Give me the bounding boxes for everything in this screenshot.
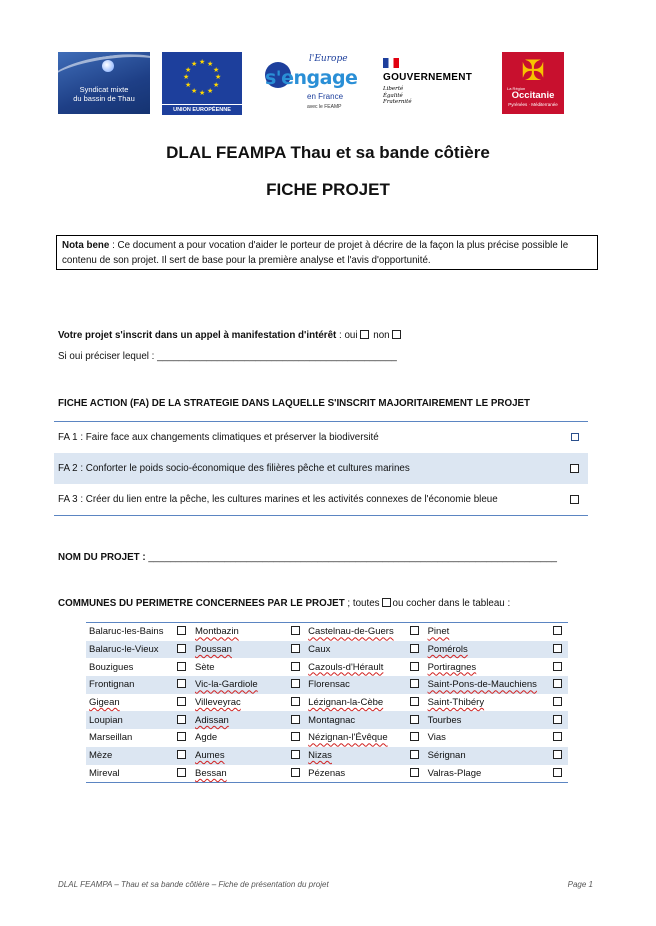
commune-checkbox-cell <box>177 676 192 694</box>
commune-name <box>305 641 410 659</box>
eu-label: UNION EUROPÉENNE <box>162 104 242 115</box>
commune-label: Balaruc-les-Bains <box>89 626 164 638</box>
commune-checkbox-cell <box>291 729 306 747</box>
commune-label: Villeveyrac <box>195 697 241 709</box>
commune-label: Vias <box>427 732 446 744</box>
table-row <box>86 729 568 747</box>
fa-row-1 <box>54 422 588 453</box>
commune-checkbox-cell <box>553 658 568 676</box>
commune-name <box>425 765 554 783</box>
commune-label: Sérignan <box>427 750 466 762</box>
commune-checkbox[interactable] <box>553 732 562 741</box>
commune-label: Pomérols <box>427 644 468 656</box>
commune-label: Montbazin <box>195 626 239 638</box>
commune-label: Valras-Plage <box>427 767 482 779</box>
commune-checkbox[interactable] <box>177 662 186 671</box>
eu-flag-icon: ★ ★ ★ ★ ★ ★ ★ ★ ★ ★ ★ ★ <box>162 52 242 104</box>
communes-table <box>86 622 568 783</box>
commune-checkbox[interactable] <box>553 697 562 706</box>
fa-checkbox-2[interactable] <box>570 464 579 473</box>
occ-label: Occitanie <box>511 90 555 101</box>
commune-checkbox[interactable] <box>410 715 419 724</box>
commune-name <box>192 694 291 712</box>
commune-checkbox-cell <box>177 711 192 729</box>
commune-checkbox-cell <box>291 694 306 712</box>
commune-checkbox-cell <box>177 623 192 641</box>
commune-label: Balaruc-le-Vieux <box>89 644 159 656</box>
commune-name <box>305 747 410 765</box>
commune-label: Saint-Pons-de-Mauchiens <box>427 679 537 691</box>
commune-checkbox[interactable] <box>553 750 562 759</box>
commune-name <box>425 694 554 712</box>
commune-name <box>425 747 554 765</box>
table-row <box>86 694 568 712</box>
commune-label: Bouzigues <box>89 661 134 673</box>
commune-checkbox-cell <box>410 623 425 641</box>
commune-name <box>425 641 554 659</box>
ami-question-label: Votre projet s'inscrit dans un appel à manifestation d'intérêt <box>58 330 337 341</box>
fa-checkbox-3[interactable] <box>570 495 579 504</box>
table-row <box>86 676 568 694</box>
commune-name <box>192 729 291 747</box>
table-row <box>86 658 568 676</box>
commune-label: Sète <box>195 661 215 673</box>
commune-checkbox[interactable] <box>291 662 300 671</box>
commune-checkbox[interactable] <box>177 697 186 706</box>
commune-checkbox-cell <box>177 641 192 659</box>
commune-checkbox-cell <box>177 658 192 676</box>
commune-checkbox[interactable] <box>410 644 419 653</box>
commune-label: Pézenas <box>308 767 346 779</box>
page-number: Page 1 <box>567 880 593 889</box>
commune-label: Portiragnes <box>427 661 477 673</box>
commune-label: Montagnac <box>308 714 356 726</box>
commune-name <box>305 729 410 747</box>
commune-label: Bessan <box>195 767 227 779</box>
commune-checkbox[interactable] <box>553 662 562 671</box>
commune-checkbox-cell <box>553 641 568 659</box>
commune-name <box>86 658 177 676</box>
commune-checkbox-cell <box>291 765 306 783</box>
commune-name <box>305 711 410 729</box>
commune-checkbox[interactable] <box>553 679 562 688</box>
logo-strip <box>0 52 656 116</box>
gouv-motto-3: Fraternité <box>383 99 412 105</box>
eu-logo <box>162 52 242 114</box>
commune-checkbox[interactable] <box>177 679 186 688</box>
fa-label-2: FA 2 : Conforter le poids socio-économique des filières pêche et cultures marines <box>58 463 410 474</box>
nota-bene-text: : Ce document a pour vocation d'aider le porteur de projet à décrire de la façon la plus précise possible le contenu de son projet. Il sert de base pour la première analyse et l'avis d'opportunité. <box>62 240 569 266</box>
table-row <box>86 623 568 641</box>
commune-checkbox[interactable] <box>291 715 300 724</box>
table-row <box>86 747 568 765</box>
fa-heading: FICHE ACTION (FA) DE LA STRATEGIE DANS LAQUELLE S'INSCRIT MAJORITAIREMENT LE PROJET <box>58 398 531 409</box>
commune-name <box>425 711 554 729</box>
smbt-line1: Syndicat mixte <box>79 85 129 94</box>
commune-name <box>86 747 177 765</box>
commune-label: Poussan <box>195 644 232 656</box>
engage-line4: avec le FEAMP <box>307 104 342 110</box>
commune-label: Saint-Thibéry <box>427 697 485 709</box>
commune-name <box>86 711 177 729</box>
fa-table <box>54 421 588 516</box>
commune-checkbox-cell <box>553 747 568 765</box>
commune-name <box>192 765 291 783</box>
table-row <box>86 765 568 783</box>
commune-checkbox[interactable] <box>553 644 562 653</box>
commune-checkbox-cell <box>291 711 306 729</box>
commune-name <box>425 729 554 747</box>
ami-non-label: non <box>370 330 390 341</box>
commune-name <box>86 729 177 747</box>
commune-checkbox-cell <box>291 676 306 694</box>
fa-checkbox-1[interactable] <box>571 433 579 441</box>
gouvernement-logo <box>381 52 477 114</box>
commune-checkbox[interactable] <box>177 768 186 777</box>
commune-checkbox-cell <box>177 765 192 783</box>
commune-checkbox-cell <box>553 711 568 729</box>
commune-checkbox[interactable] <box>410 697 419 706</box>
commune-name <box>305 676 410 694</box>
commune-checkbox-cell <box>410 658 425 676</box>
commune-checkbox[interactable] <box>291 732 300 741</box>
commune-name <box>192 658 291 676</box>
communes-toutes-checkbox[interactable] <box>382 598 391 607</box>
commune-checkbox-cell <box>177 729 192 747</box>
commune-checkbox-cell <box>553 765 568 783</box>
commune-checkbox[interactable] <box>553 715 562 724</box>
commune-checkbox-cell <box>410 711 425 729</box>
ami-question <box>58 329 403 342</box>
table-row <box>86 711 568 729</box>
fa-label-1: FA 1 : Faire face aux changements climatiques et préserver la biodiversité <box>58 432 379 443</box>
commune-label: Adissan <box>195 714 229 726</box>
project-name-field[interactable] <box>58 552 557 563</box>
commune-label: Loupian <box>89 714 123 726</box>
marianne-flag-icon <box>383 58 399 68</box>
commune-name <box>425 676 554 694</box>
commune-checkbox-cell <box>553 623 568 641</box>
nota-bene-label: Nota bene <box>62 240 110 251</box>
ami-oui-checkbox[interactable] <box>360 330 369 339</box>
fa-row-3 <box>54 484 588 515</box>
engage-line2: s'engage <box>265 67 358 89</box>
engage-line1: l'Europe <box>309 54 348 64</box>
commune-checkbox[interactable] <box>177 715 186 724</box>
commune-checkbox[interactable] <box>553 768 562 777</box>
occitan-cross-icon: ✠ <box>521 55 545 86</box>
commune-checkbox-cell <box>553 676 568 694</box>
communes-toutes-label: ; toutes <box>344 598 380 609</box>
commune-checkbox[interactable] <box>410 750 419 759</box>
commune-checkbox[interactable] <box>291 697 300 706</box>
commune-name <box>305 623 410 641</box>
commune-checkbox-cell <box>410 641 425 659</box>
communes-heading <box>58 598 510 609</box>
commune-name <box>192 676 291 694</box>
commune-checkbox-cell <box>410 765 425 783</box>
ami-non-checkbox[interactable] <box>392 330 401 339</box>
commune-checkbox-cell <box>291 641 306 659</box>
commune-label: Lézignan-la-Cèbe <box>308 697 384 709</box>
commune-checkbox-cell <box>553 729 568 747</box>
commune-label: Florensac <box>308 679 350 691</box>
project-name-label: NOM DU PROJET : <box>58 552 146 563</box>
commune-label: Nizas <box>308 750 332 762</box>
commune-checkbox-cell <box>177 694 192 712</box>
commune-name <box>192 711 291 729</box>
commune-label: Aumes <box>195 750 225 762</box>
europe-engage-logo <box>263 52 358 114</box>
commune-name <box>86 765 177 783</box>
commune-name <box>305 765 410 783</box>
commune-name <box>86 641 177 659</box>
commune-checkbox-cell <box>177 747 192 765</box>
commune-checkbox[interactable] <box>410 679 419 688</box>
commune-label: Castelnau-de-Guers <box>308 626 394 638</box>
ami-precision-field[interactable]: Si oui préciser lequel : ____________________________________________ <box>58 351 397 362</box>
commune-checkbox-cell <box>410 747 425 765</box>
document-title: DLAL FEAMPA Thau et sa bande côtière <box>166 143 490 162</box>
table-row <box>86 641 568 659</box>
commune-checkbox[interactable] <box>410 768 419 777</box>
commune-label: Mireval <box>89 767 120 779</box>
occ-pre: La Région <box>507 86 526 91</box>
smbt-logo <box>58 52 150 114</box>
fa-row-2 <box>54 453 588 484</box>
commune-checkbox[interactable] <box>291 750 300 759</box>
commune-checkbox[interactable] <box>177 644 186 653</box>
gouv-motto-2: Égalité <box>383 92 403 99</box>
commune-name <box>86 676 177 694</box>
occ-sub: Pyrénées · Méditerranée <box>508 102 558 107</box>
gouv-motto-1: Liberté <box>383 86 404 92</box>
commune-label: Mèze <box>89 750 113 762</box>
commune-label: Cazouls-d'Hérault <box>308 661 384 673</box>
commune-label: Tourbes <box>427 714 462 726</box>
commune-name <box>86 623 177 641</box>
commune-checkbox-cell <box>291 747 306 765</box>
commune-label: Pinet <box>427 626 450 638</box>
communes-instruction: ou cocher dans le tableau : <box>392 598 511 609</box>
commune-name <box>192 623 291 641</box>
commune-checkbox-cell <box>410 729 425 747</box>
commune-name <box>305 658 410 676</box>
gouv-label: GOUVERNEMENT <box>383 72 473 83</box>
commune-label: Frontignan <box>89 679 135 691</box>
commune-label: Caux <box>308 644 331 656</box>
commune-label: Gigean <box>89 697 120 709</box>
commune-label: Marseillan <box>89 732 133 744</box>
commune-checkbox[interactable] <box>291 768 300 777</box>
commune-checkbox-cell <box>291 623 306 641</box>
fa-label-3: FA 3 : Créer du lien entre la pêche, les cultures marines et les activités connexes de l'économie bleue <box>58 494 498 505</box>
commune-label: Vic-la-Gardiole <box>195 679 258 691</box>
commune-name <box>192 641 291 659</box>
commune-checkbox-cell <box>553 694 568 712</box>
nota-bene-box <box>56 235 598 270</box>
occitanie-logo <box>502 52 564 114</box>
ami-oui-label: : oui <box>336 330 358 341</box>
document-subtitle: FICHE PROJET <box>266 180 390 199</box>
commune-checkbox-cell <box>410 694 425 712</box>
commune-checkbox[interactable] <box>177 626 186 635</box>
commune-name <box>192 747 291 765</box>
smbt-line2: du bassin de Thau <box>73 94 135 103</box>
communes-heading-label: COMMUNES DU PERIMETRE CONCERNEES PAR LE PROJET <box>58 598 345 609</box>
commune-checkbox-cell <box>291 658 306 676</box>
commune-checkbox[interactable] <box>291 679 300 688</box>
commune-name <box>425 623 554 641</box>
commune-name <box>305 694 410 712</box>
commune-name <box>425 658 554 676</box>
footer-text: DLAL FEAMPA – Thau et sa bande côtière – Fiche de présentation du projet <box>58 880 329 889</box>
engage-line3: en France <box>307 92 344 101</box>
commune-label: Agde <box>195 732 218 744</box>
commune-checkbox[interactable] <box>291 644 300 653</box>
commune-checkbox[interactable] <box>553 626 562 635</box>
commune-checkbox[interactable] <box>410 662 419 671</box>
commune-checkbox[interactable] <box>410 732 419 741</box>
commune-checkbox[interactable] <box>410 626 419 635</box>
project-name-line: ___________________________________________________________________________ <box>145 552 558 563</box>
commune-checkbox[interactable] <box>177 732 186 741</box>
commune-checkbox[interactable] <box>291 626 300 635</box>
commune-checkbox-cell <box>410 676 425 694</box>
commune-label: Nézignan-l'Évêque <box>308 732 388 744</box>
commune-name <box>86 694 177 712</box>
commune-checkbox[interactable] <box>177 750 186 759</box>
